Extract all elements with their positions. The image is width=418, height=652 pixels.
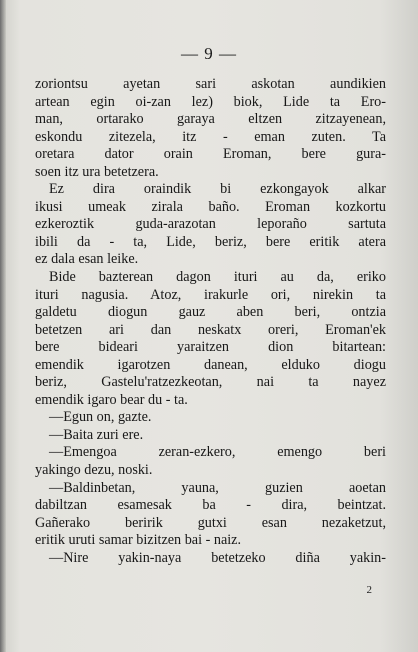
- text-line: dabiltzan esamesak ba - dira, beintzat.: [35, 497, 386, 514]
- paragraph: [35, 427, 386, 445]
- paragraph: [35, 480, 386, 550]
- text-line: emendik igarotzen danean, elduko diogu: [35, 356, 386, 373]
- text-line: galdetu diogun gauz aben beri, ontzia: [35, 304, 386, 321]
- text-line: —Baldinbetan, yauna, guzien aoetan: [49, 479, 386, 496]
- paragraph: [35, 409, 386, 427]
- paragraph: [35, 550, 386, 568]
- body-text: [35, 76, 386, 567]
- paragraph: [35, 181, 386, 269]
- paragraph: [35, 269, 386, 409]
- text-line: —Baita zuri ere.: [49, 426, 144, 443]
- text-line: artean egin oi-zan lez) biok, Lide ta Ero-: [35, 93, 386, 110]
- text-line: eskondu zitezela, itz - eman zuten. Ta: [35, 128, 386, 145]
- text-line: yakingo dezu, noski.: [35, 462, 153, 479]
- text-line: emendik igaro bear du - ta.: [35, 391, 188, 408]
- text-line: ikusi umeak zirala baño. Eroman kozkortu: [35, 198, 386, 215]
- text-line: Ez dira oraindik bi ezkongayok alkar: [49, 181, 386, 198]
- text-line: zoriontsu ayetan sari askotan aundikien: [35, 76, 386, 92]
- text-line: Bide bazterean dagon ituri au da, eriko: [49, 269, 386, 286]
- text-line: beriz, Gastelu'ratzezkeotan, nai ta nayez: [35, 374, 386, 391]
- text-line: ezkeroztik guda-arazotan leporaño sartuta: [35, 216, 386, 233]
- page-spine-shadow: [0, 0, 6, 652]
- text-line: ez dala esan leike.: [35, 251, 139, 268]
- text-line: Gañerako beririk gutxi esan nezaketzut,: [35, 514, 386, 531]
- text-line: —Emengoa zeran-ezkero, emengo beri: [49, 444, 386, 461]
- text-line: betetzen ari dan neskatx oreri, Eroman'ek: [35, 321, 386, 338]
- text-line: ibili da - ta, Lide, beriz, bere eritik atera: [35, 233, 386, 250]
- text-line: bere bideari yaraitzen dion bitartean:: [35, 339, 386, 356]
- paragraph: [35, 444, 386, 479]
- text-line: oretara dator orain Eroman, bere gura-: [35, 146, 386, 163]
- text-line: —Nire yakin-naya betetzeko diña yakin-: [49, 549, 386, 566]
- text-line: ituri nagusia. Atoz, irakurle ori, nirekin ta: [35, 286, 386, 303]
- paragraph: [35, 76, 386, 181]
- page-number: — 9 —: [181, 44, 237, 63]
- text-line: eritik uruti samar bizitzen bai - naiz.: [35, 532, 242, 549]
- printer-signature-mark: 2: [366, 584, 372, 596]
- text-line: —Egun on, gazte.: [49, 409, 152, 426]
- text-line: man, ortarako garaya eltzen zitzayenean,: [35, 111, 386, 128]
- text-line: soen itz ura betetzera.: [35, 163, 159, 180]
